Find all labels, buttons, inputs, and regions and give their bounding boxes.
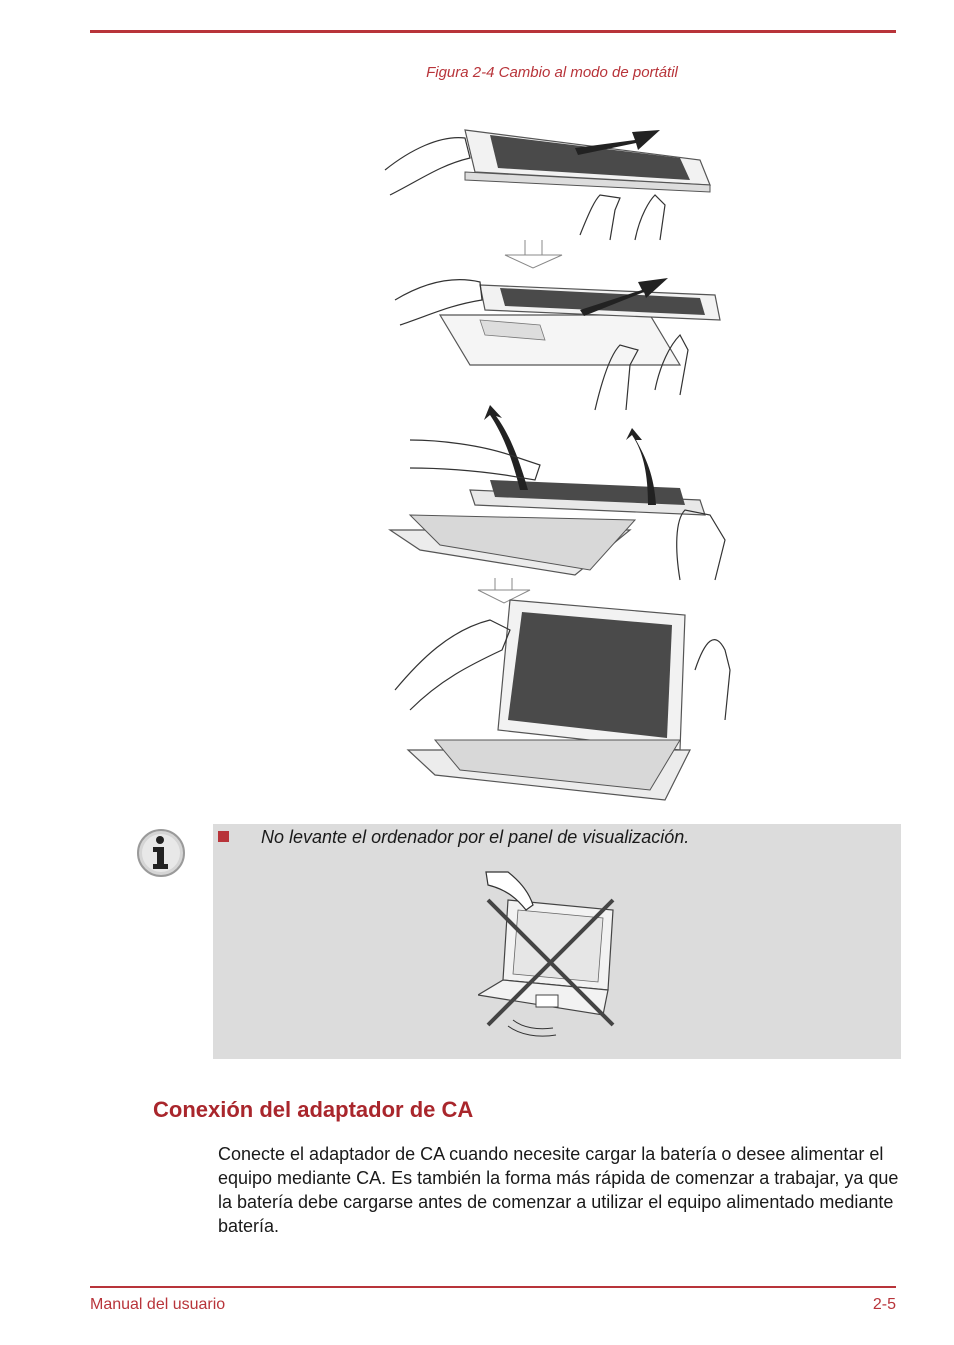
page-number: 2-5 xyxy=(872,1296,896,1313)
note-text: No levante el ordenador por el panel de visualización. xyxy=(261,827,690,847)
do-not-lift-illustration xyxy=(478,870,620,1040)
down-arrow-2 xyxy=(478,578,530,603)
step-2-tablet-on-base xyxy=(395,278,720,410)
section-heading: Conexión del adaptador de CA xyxy=(153,1097,474,1122)
header-rule xyxy=(90,30,896,33)
info-icon xyxy=(136,828,186,878)
laptop-conversion-figure xyxy=(380,110,740,810)
footer-rule xyxy=(90,1286,896,1288)
step-3-lifting-tablet xyxy=(390,405,725,580)
figure-caption: Figura 2-4 Cambio al modo de portátil xyxy=(426,64,678,81)
step-4-laptop-mode xyxy=(395,600,730,800)
step-1-tablet-detached xyxy=(385,130,710,240)
down-arrow-1 xyxy=(505,240,562,268)
footer-manual-title: Manual del usuario xyxy=(90,1296,226,1313)
section-body: Conecte el adaptador de CA cuando necesite cargar la batería o desee alimentar el equipo mediante CA. Es también la forma más rápida de comenzar a trabajar, ya que la batería debe cargarse antes de comenzar a utilizar el equipo alimentado mediante batería. xyxy=(218,1144,899,1236)
bullet-marker xyxy=(218,831,229,842)
